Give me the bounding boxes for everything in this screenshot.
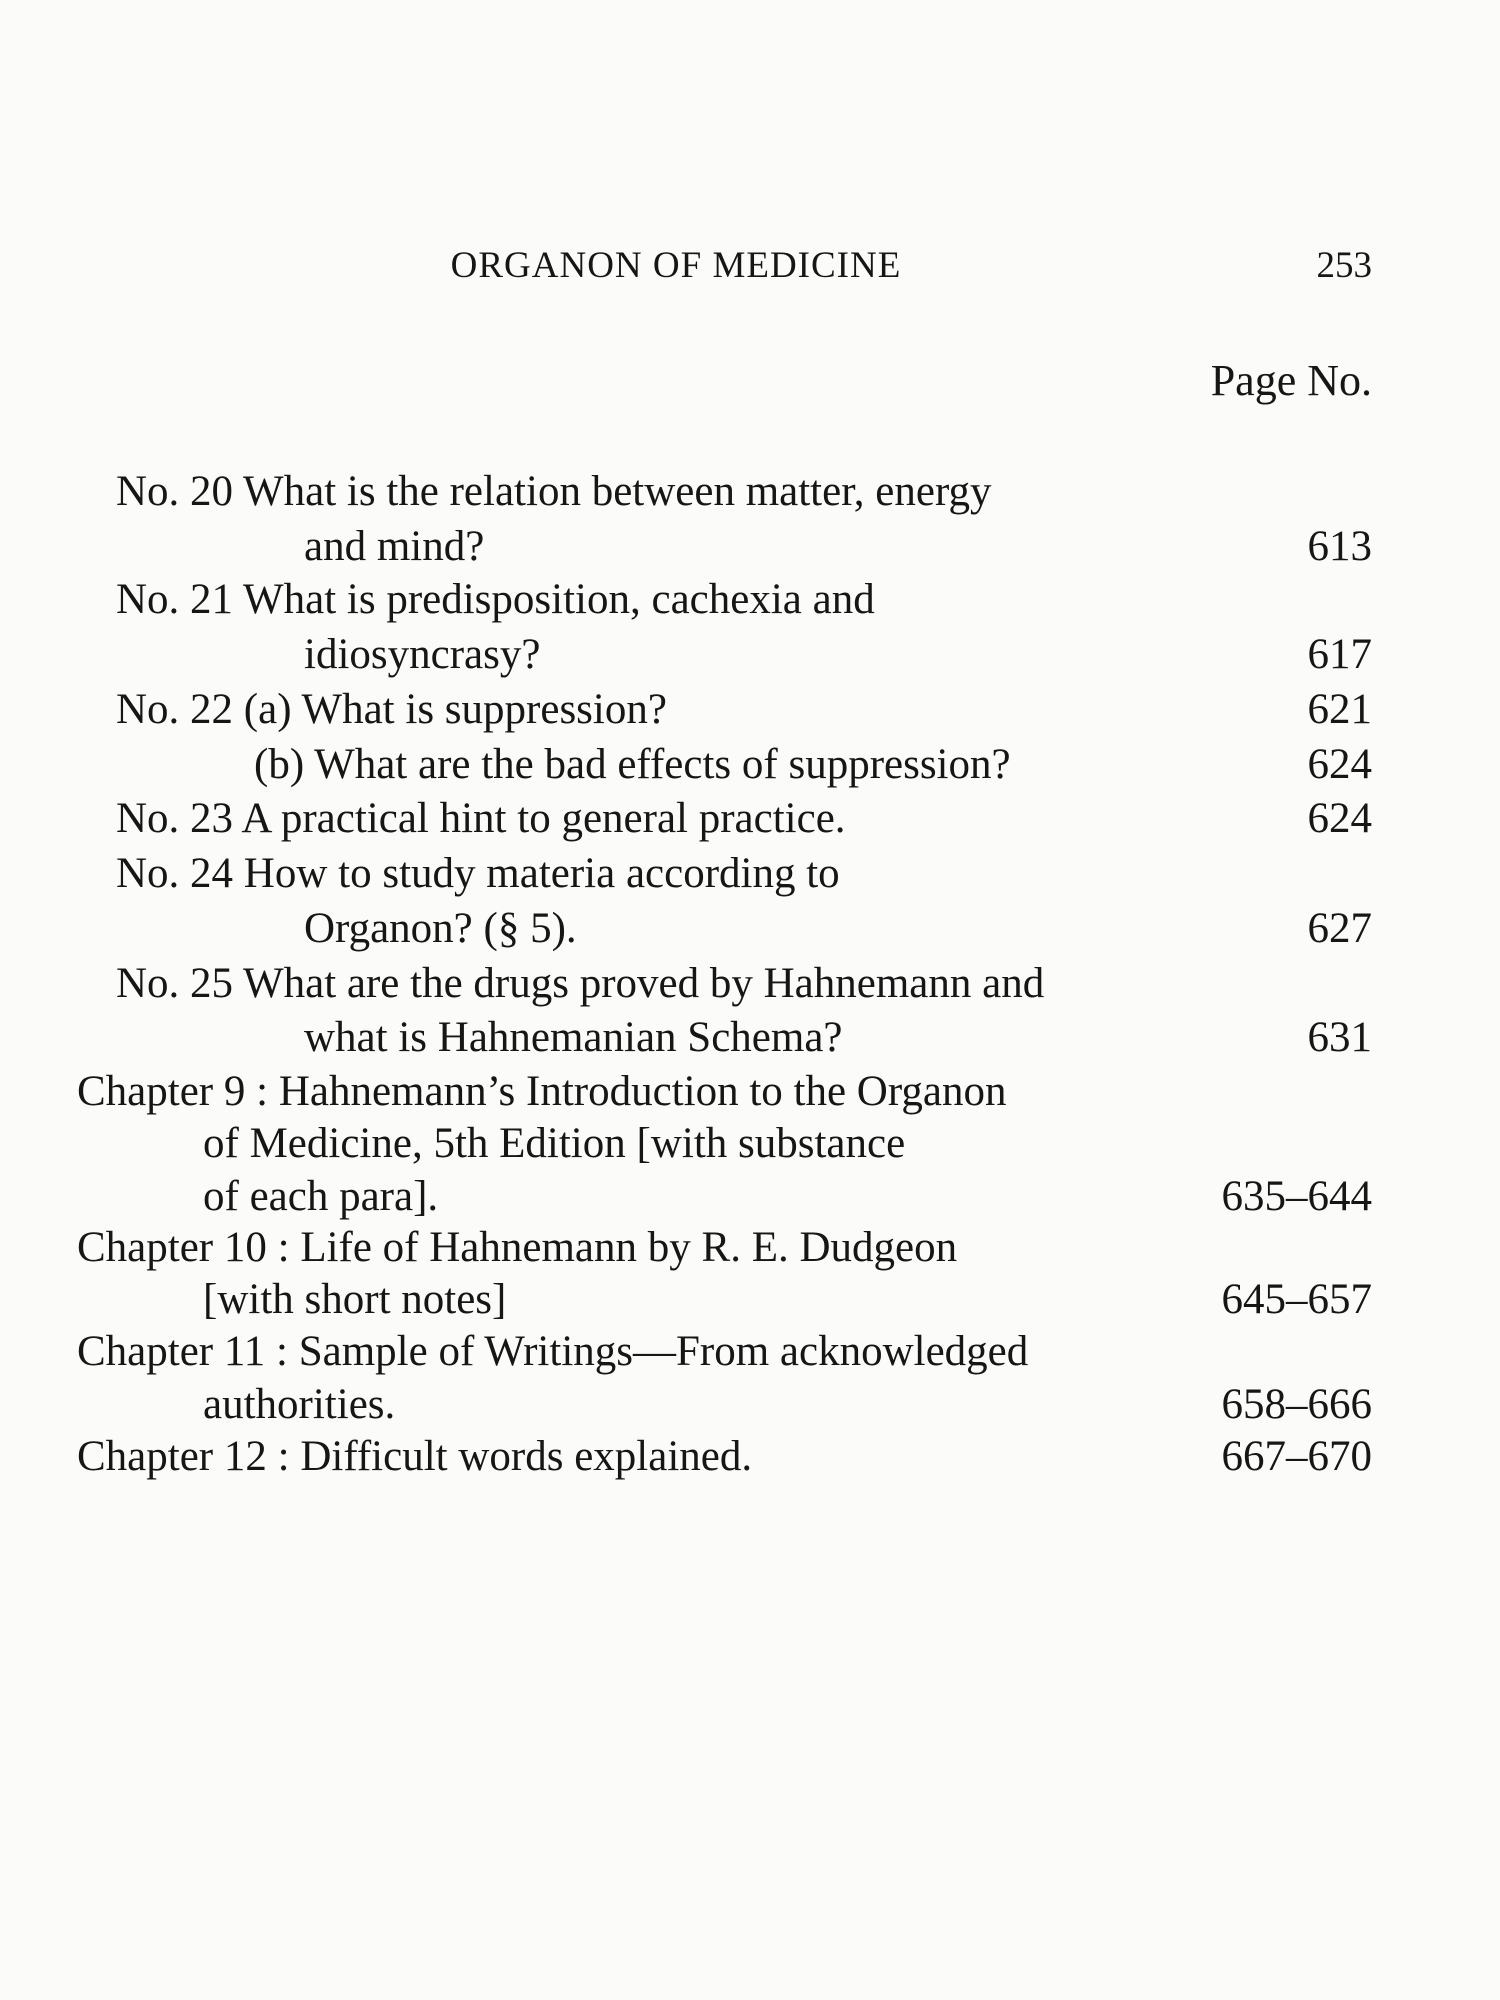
toc-entry-text: No. 20 What is the relation between matter, energy (116, 468, 992, 515)
toc-entry-text: Chapter 11 : Sample of Writings—From acknowledged (77, 1328, 1029, 1375)
toc-entry-text: what is Hahnemanian Schema? (304, 1014, 843, 1061)
toc-entry-page: 621 (1307, 686, 1372, 733)
running-header-title: ORGANON OF MEDICINE (450, 245, 902, 286)
toc-entry-text: No. 24 How to study materia according to (116, 850, 840, 897)
toc-entry-text: No. 22 (a) What is suppression? (116, 686, 667, 733)
toc-entry-page: 624 (1307, 795, 1372, 842)
toc-entry-text: Organon? (§ 5). (304, 905, 577, 952)
toc-entry-text: Chapter 10 : Life of Hahnemann by R. E. Dudgeon (77, 1224, 958, 1271)
toc-entry-page: 658–666 (1221, 1381, 1372, 1428)
toc-entry-text: Chapter 9 : Hahnemann’s Introduction to the Organon (77, 1068, 1007, 1115)
toc-entry-page: 631 (1307, 1014, 1372, 1061)
toc-entry-page: 635–644 (1221, 1173, 1372, 1220)
toc-entry-text: and mind? (304, 523, 485, 570)
toc-entry-text: (b) What are the bad effects of suppression? (254, 741, 1011, 788)
toc-entry-page: 617 (1307, 631, 1372, 678)
toc-entry-text: No. 23 A practical hint to general practice. (116, 795, 846, 842)
toc-entry-text: of Medicine, 5th Edition [with substance (203, 1120, 906, 1167)
toc-entry-page: 667–670 (1221, 1433, 1372, 1480)
toc-entry-text: idiosyncrasy? (304, 631, 541, 678)
page-no-column-label: Page No. (1210, 356, 1372, 405)
toc-entry-page: 627 (1307, 905, 1372, 952)
toc-entry-text: No. 21 What is predisposition, cachexia and (116, 576, 875, 623)
toc-entry-page: 645–657 (1221, 1276, 1372, 1323)
toc-entry-page: 613 (1307, 523, 1372, 570)
toc-entry-page: 624 (1307, 741, 1372, 788)
running-header-page-number: 253 (1316, 245, 1372, 286)
toc-entry-text: No. 25 What are the drugs proved by Hahnemann and (116, 960, 1045, 1007)
toc-entry-text: authorities. (203, 1381, 396, 1428)
toc-entry-text: of each para]. (203, 1173, 439, 1220)
toc-entry-text: [with short notes] (203, 1276, 507, 1323)
toc-entry-text: Chapter 12 : Difficult words explained. (77, 1433, 753, 1480)
